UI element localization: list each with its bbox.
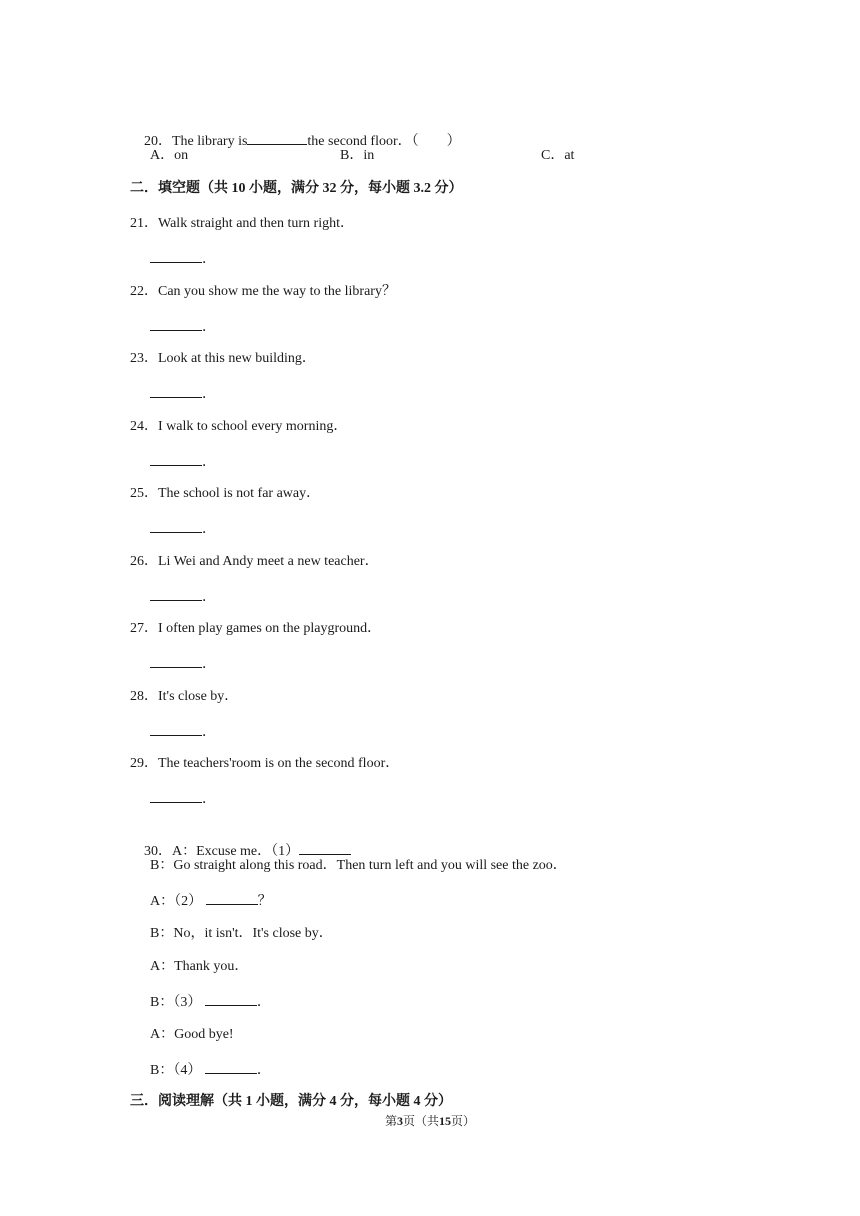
question-number: 29． bbox=[130, 756, 158, 771]
answer-punctuation: ． bbox=[202, 252, 216, 267]
dialogue-line bbox=[150, 891, 272, 911]
dialogue-line bbox=[150, 857, 567, 875]
answer-punctuation: ． bbox=[202, 724, 216, 740]
footer-text: 第 bbox=[384, 1114, 397, 1128]
dialogue-line bbox=[150, 1060, 271, 1080]
question-number: 21． bbox=[130, 216, 158, 231]
question-text: I walk to school every morning． bbox=[158, 418, 348, 434]
answer-punctuation: ． bbox=[202, 454, 216, 470]
fill-question bbox=[130, 688, 238, 706]
answer-line bbox=[150, 249, 216, 269]
question-text: Look at this new building． bbox=[158, 351, 316, 366]
answer-line bbox=[150, 587, 216, 607]
answer-punctuation: ． bbox=[202, 657, 216, 672]
dialogue-text: B：No，it isn't．It's close by． bbox=[150, 925, 333, 941]
dialogue-line bbox=[150, 992, 271, 1012]
answer-blank bbox=[247, 131, 307, 145]
dialogue-punctuation: ． bbox=[256, 995, 271, 1011]
dialogue-text: B：Go straight along this road．Then turn left and you will see the zoo． bbox=[150, 858, 567, 873]
answer-blank bbox=[150, 317, 202, 331]
answer-blank bbox=[206, 891, 258, 905]
answer-line bbox=[150, 789, 216, 809]
section-3-title: 三．阅读理解（共 1 小题，满分 4 分，每小题 4 分） bbox=[130, 1094, 452, 1109]
section-2-title: 二．填空题（共 10 小题，满分 32 分，每小题 3.2 分） bbox=[130, 181, 463, 196]
option-c: C．at bbox=[541, 148, 575, 163]
question-number: 26． bbox=[130, 553, 158, 569]
answer-line bbox=[150, 722, 216, 742]
fill-question bbox=[130, 553, 379, 571]
question-text: It's close by． bbox=[158, 688, 239, 704]
answer-blank bbox=[205, 992, 257, 1006]
dialogue-punctuation: ？ bbox=[257, 893, 272, 909]
question-number: 27． bbox=[130, 621, 158, 636]
dialogue-line bbox=[150, 925, 333, 943]
dialogue-line bbox=[150, 1026, 234, 1044]
answer-blank bbox=[150, 789, 202, 803]
answer-blank bbox=[150, 249, 202, 263]
dialogue-text: A：Thank you． bbox=[150, 959, 249, 975]
question-text: I often play games on the playground． bbox=[158, 621, 382, 636]
question-text: Li Wei and Andy meet a new teacher． bbox=[158, 553, 379, 569]
question-number: 30． bbox=[144, 844, 172, 859]
dialogue-text: B：（4） bbox=[150, 1062, 202, 1078]
fill-question bbox=[130, 755, 399, 773]
answer-punctuation: ． bbox=[202, 387, 216, 402]
question-text: Can you show me the way to the library？ bbox=[158, 283, 396, 299]
answer-blank bbox=[205, 1060, 257, 1074]
fill-question bbox=[130, 283, 396, 301]
question-text: The school is not far away． bbox=[158, 486, 321, 501]
option-a: A．on bbox=[150, 148, 189, 163]
dialogue-line bbox=[150, 958, 248, 976]
question-number: 20． bbox=[144, 134, 172, 149]
dialogue-text: B：（3） bbox=[150, 995, 202, 1011]
answer-blank bbox=[150, 722, 202, 736]
fill-question bbox=[130, 350, 316, 368]
fill-question bbox=[130, 418, 347, 436]
dialogue-punctuation: ． bbox=[256, 1062, 271, 1078]
question-text: The teachers'room is on the second floor． bbox=[158, 756, 400, 771]
answer-line bbox=[150, 384, 216, 404]
answer-punctuation: ． bbox=[202, 319, 216, 335]
total-pages: 15 bbox=[439, 1114, 451, 1128]
question-number: 22． bbox=[130, 283, 158, 299]
question-text: Walk straight and then turn right． bbox=[158, 216, 354, 231]
fill-question bbox=[130, 215, 354, 233]
answer-line bbox=[150, 654, 216, 674]
answer-blank bbox=[150, 654, 202, 668]
answer-line bbox=[150, 452, 216, 472]
answer-blank bbox=[150, 519, 202, 533]
question-text-after: the second floor．（ ） bbox=[307, 134, 461, 149]
option-b: B．in bbox=[340, 148, 375, 163]
answer-blank bbox=[150, 384, 202, 398]
page-number: 3 bbox=[396, 1114, 403, 1128]
fill-question bbox=[130, 620, 381, 638]
question-number: 28． bbox=[130, 688, 158, 704]
question-text-before: The library is bbox=[172, 134, 248, 149]
answer-line bbox=[150, 519, 216, 539]
question-number: 24． bbox=[130, 418, 158, 434]
question-number: 23． bbox=[130, 351, 158, 366]
answer-punctuation: ． bbox=[202, 589, 216, 605]
fill-question bbox=[130, 485, 320, 503]
question-number: 25． bbox=[130, 486, 158, 501]
dialogue-line-1: A：Excuse me．（1） bbox=[172, 844, 300, 859]
answer-blank bbox=[150, 452, 202, 466]
answer-line bbox=[150, 317, 216, 337]
footer-text: 页） bbox=[451, 1114, 476, 1128]
answer-punctuation: ． bbox=[202, 522, 216, 537]
footer-text: 页（共 bbox=[402, 1114, 439, 1128]
dialogue-text: A：（2） bbox=[150, 893, 203, 909]
dialogue-text: A：Good bye! bbox=[150, 1027, 234, 1042]
page-footer bbox=[0, 1112, 860, 1129]
answer-blank bbox=[299, 841, 351, 855]
answer-punctuation: ． bbox=[202, 792, 216, 807]
answer-blank bbox=[150, 587, 202, 601]
